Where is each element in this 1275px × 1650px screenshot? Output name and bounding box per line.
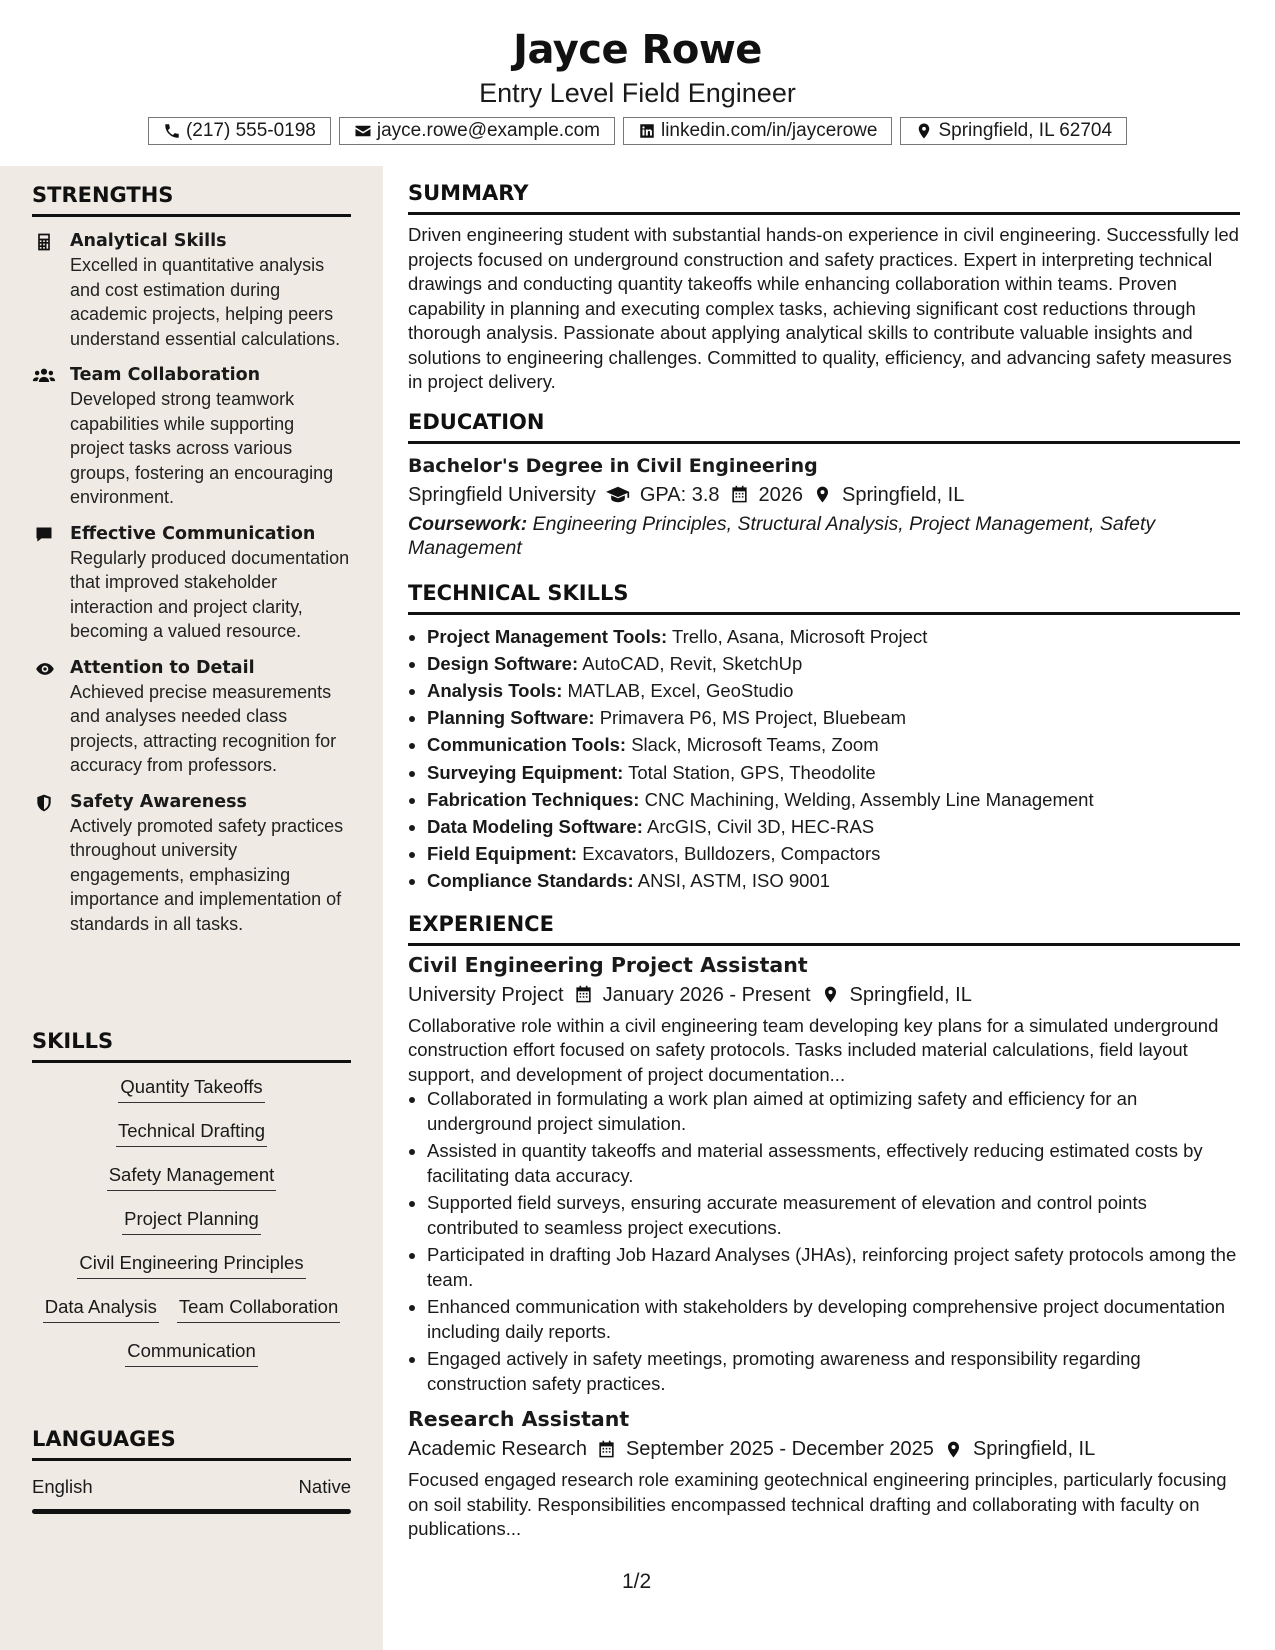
page-number: 1/2 [622,1570,652,1593]
skill-label: Compliance Standards: [427,870,634,892]
phone-text: (217) 555-0198 [185,120,316,141]
languages-section [32,1426,351,1514]
eye-icon [34,659,56,679]
degree-title: Bachelor's Degree in Civil Engineering [408,454,818,477]
skill-chip: Civil Engineering Principles [77,1251,305,1279]
map-pin-icon [915,122,933,140]
skill-chip: Data Analysis [43,1295,159,1323]
skill-chip: Communication [125,1339,258,1367]
skill-chip: Technical Drafting [116,1119,267,1147]
strength-item [32,229,351,351]
list-item [427,623,1240,650]
list-item [427,759,1240,786]
strength-desc: Regularly produced documentation that improved stakeholder interaction and project clarity, becoming a valued resource. [70,547,350,641]
skill-value: ArcGIS, Civil 3D, HEC-RAS [646,815,875,837]
skills-section [32,1028,351,1383]
list-item [427,677,1240,704]
linkedin-text: linkedin.com/in/jaycerowe [660,120,878,141]
school-location: Springfield, IL [842,483,965,506]
skill-value: Total Station, GPS, Theodolite [628,761,876,783]
job-description: Collaborative role within a civil engineering team developing key plans for a simulated underground construction effort focused on safety protocols. Tasks included material calculations, field layout support, and development of project documentation... [408,1014,1219,1085]
skill-chip: Team Collaboration [177,1295,340,1323]
list-item: • Collaborated in formulating a work plan aimed at optimizing safety and efficiency for an underground project simulation. [427,1087,1240,1136]
map-pin-icon [821,985,840,1004]
strength-desc: Developed strong teamwork capabilities while supporting project tasks across various groups, fostering an encouraging environment. [70,389,334,507]
calculator-icon [34,232,54,252]
language-proficiency-bar [32,1509,351,1514]
list-item [427,867,1240,894]
language-proficiency-track [32,1509,351,1514]
main-column [408,180,1240,1556]
strength-desc: Achieved precise measurements and analyses needed class projects, attracting recognition for accuracy from professors. [70,681,337,775]
skill-label: Design Software: [427,652,579,674]
coursework-list: Engineering Principles, Structural Analysis, Project Management, Safety Management [408,512,1156,559]
skill-value: ANSI, ASTM, ISO 9001 [637,870,831,892]
calendar-icon [597,1440,616,1459]
education-heading: EDUCATION [408,409,1240,444]
skill-chip: Quantity Takeoffs [118,1075,264,1103]
strength-title: Effective Communication [70,523,316,544]
strength-desc: Actively promoted safety practices throughout university engagements, emphasizing importance and implementation of standards in all tasks. [70,815,344,934]
list-item: • Participated in drafting Job Hazard Analyses (JHAs), reinforcing project safety protocols among the team. [427,1243,1240,1292]
list-item [427,704,1240,731]
list-item [427,650,1240,677]
skills-heading: SKILLS [32,1028,351,1063]
resume-header [0,0,1275,145]
strength-title: Analytical Skills [70,231,227,251]
map-pin-icon [813,485,832,504]
experience-heading: EXPERIENCE [408,911,1240,946]
education-meta [408,480,1240,510]
skill-value: CNC Machining, Welding, Assembly Line Management [644,788,1094,810]
job-entry [408,950,1240,1397]
users-icon [32,366,56,386]
strength-item [32,363,351,510]
skill-value: MATLAB, Excel, GeoStudio [567,679,794,701]
skill-chip: Project Planning [122,1207,261,1235]
strength-title: Team Collaboration [70,365,261,385]
comment-icon [34,525,54,545]
job-location: Springfield, IL [972,1438,1096,1461]
school-name: Springfield University [408,483,596,506]
envelope-icon [354,122,372,140]
summary-text: Driven engineering student with substantial hands-on experience in civil engineering. Successfully led projects focused on underground construction and safety practices. Expert in interpreting technical drawings and conducting quantity takeoffs while enhancing collaboration within teams. Proven capability in planning and executing complex tasks, achieving significant cost reductions through thorough analysis. Passionate about applying analytical skills to contribute valuable insights and solutions to engineering challenges. Committed to quality, efficiency, and advancing safety measures in project delivery. [408,224,1239,392]
job-description: Focused engaged research role examining geotechnical engineering principles, particularly focusing on soil stability. Responsibilities encompassed technical drafting and collaborating with faculty on publications... [408,1469,1227,1540]
job-meta [408,980,1240,1010]
contact-bar [0,117,1275,145]
summary-heading: SUMMARY [408,180,1240,215]
skill-label: Fabrication Techniques: [427,788,640,810]
strength-desc: Excelled in quantitative analysis and cost estimation during academic projects, helping peers understand essential calculations. [70,255,341,349]
job-dates: January 2026 - Present [602,983,811,1006]
coursework-label: Coursework: [408,512,528,535]
job-org: University Project [408,983,564,1006]
job-title: Civil Engineering Project Assistant [408,952,808,977]
strength-item [32,790,351,937]
calendar-icon [730,485,749,504]
skill-label: Field Equipment: [427,843,578,865]
job-org: Academic Research [408,1438,587,1461]
experience-section [408,911,1240,1542]
language-row [32,1475,351,1499]
skill-value: Primavera P6, MS Project, Bluebeam [599,707,907,729]
technical-skills-heading: TECHNICAL SKILLS [408,580,1240,615]
coursework [408,512,1240,560]
shield-icon [34,793,54,813]
skill-label: Data Modeling Software: [427,815,643,837]
strengths-section [32,182,351,936]
gpa: GPA: 3.8 [639,483,720,506]
list-item: • Supported field surveys, ensuring accurate measurement of elevation and control points contributed to seamless project executions. [427,1191,1240,1240]
contact-location[interactable] [900,117,1127,145]
candidate-name: Jayce Rowe [513,27,762,73]
skill-value: AutoCAD, Revit, SketchUp [582,652,803,674]
skills-list [32,1075,351,1383]
job-meta [408,1434,1240,1464]
skill-value: Trello, Asana, Microsoft Project [672,625,928,647]
skill-label: Surveying Equipment: [427,761,624,783]
strengths-heading: STRENGTHS [32,182,351,217]
job-title: Research Assistant [408,1407,630,1432]
skill-label: Planning Software: [427,707,595,729]
map-pin-icon [944,1440,963,1459]
list-item: • Assisted in quantity takeoffs and material assessments, effectively reducing estimated costs by facilitating data accuracy. [427,1139,1240,1188]
list-item [427,731,1240,758]
location-text: Springfield, IL 62704 [938,120,1113,141]
skill-value: Slack, Microsoft Teams, Zoom [631,734,879,756]
skill-label: Analysis Tools: [427,679,563,701]
list-item [427,813,1240,840]
candidate-title: Entry Level Field Engineer [479,78,796,108]
list-item [427,786,1240,813]
job-dates: September 2025 - December 2025 [625,1438,934,1461]
job-entry [408,1404,1240,1542]
phone-icon [163,122,181,140]
skill-label: Communication Tools: [427,734,627,756]
language-name: English [32,1476,93,1497]
strength-title: Attention to Detail [70,657,255,678]
job-location: Springfield, IL [849,983,972,1006]
list-item: • Enhanced communication with stakeholders by developing comprehensive project documentation including daily reports. [427,1295,1240,1344]
graduation-year: 2026 [758,483,804,506]
contact-phone[interactable] [148,117,331,145]
technical-skills-section [408,580,1240,895]
skill-chip: Safety Management [107,1163,277,1191]
skill-label: Project Management Tools: [427,625,668,647]
sidebar [0,166,383,1650]
graduation-cap-icon [606,485,630,504]
list-item [427,840,1240,867]
job-bullets [408,1087,1240,1396]
contact-email[interactable] [339,117,615,145]
linkedin-icon [638,122,656,140]
list-item: • Engaged actively in safety meetings, promoting awareness and responsibility regarding construction safety practices. [427,1347,1240,1396]
strength-item [32,522,351,644]
strength-title: Safety Awareness [70,791,247,812]
languages-heading: LANGUAGES [32,1426,351,1461]
contact-linkedin[interactable] [623,117,893,145]
technical-skills-list [408,623,1240,895]
strength-item [32,656,351,778]
skill-value: Excavators, Bulldozers, Compactors [582,843,881,865]
email-text: jayce.rowe@example.com [376,120,600,141]
calendar-icon [574,985,593,1004]
summary-section [408,180,1240,395]
language-level: Native [298,1476,351,1497]
education-section [408,409,1240,560]
